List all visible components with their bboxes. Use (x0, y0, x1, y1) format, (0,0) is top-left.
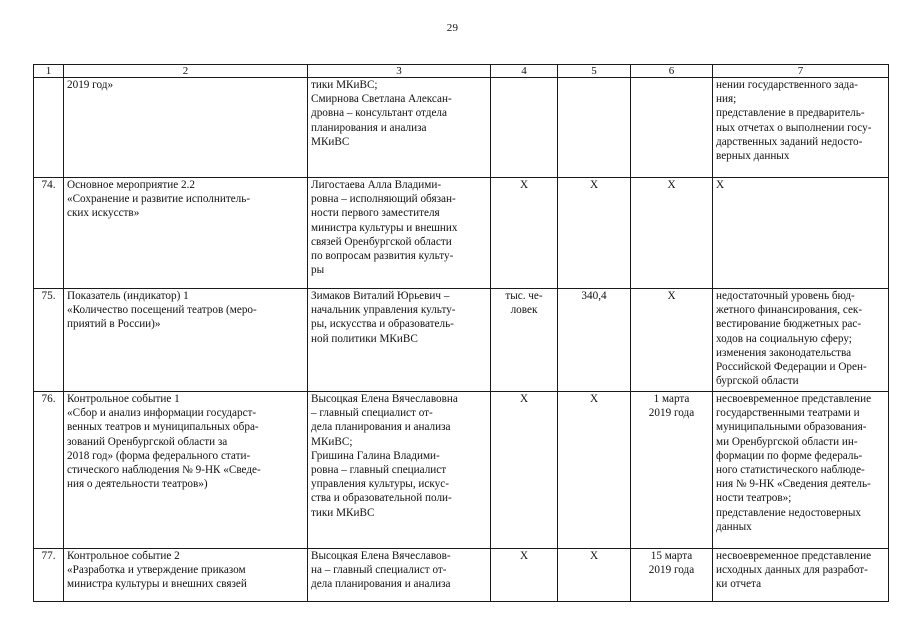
cell-text-line: Смирнова Светлана Алексан- (311, 93, 452, 106)
cell-text-line: бургской области (716, 375, 799, 388)
cell-text-line: тыс. че- (505, 290, 543, 302)
cell-text-line: изменения законодательства (716, 346, 852, 359)
unit-cell (491, 78, 558, 178)
cell-text-line: ских искусств» (67, 207, 140, 220)
cell-text-line: начальник управления культу- (311, 304, 456, 317)
cell-text-line: представление недостоверных (716, 506, 862, 519)
table-row (34, 178, 889, 289)
column-header-7: 7 (713, 65, 889, 78)
cell-text-line: ровна – исполняющий обязан- (311, 193, 456, 206)
cell-text-line: «Сбор и анализ информации государст- (67, 407, 257, 420)
cell-text-line: Х (716, 179, 725, 191)
cell-text-line: ния № 9-НК «Сведения деятель- (716, 478, 871, 491)
cell-text-line: венных театров и муниципальных обра- (67, 421, 259, 434)
cell-text-line: 340,4 (581, 290, 607, 302)
deadline-cell (631, 549, 713, 602)
measure-name-cell (64, 549, 308, 602)
cell-text-line: жетного финансирования, сек- (716, 304, 863, 317)
row-number: 77. (34, 549, 64, 602)
cell-text-line: Зимаков Виталий Юрьевич – (311, 290, 450, 302)
measure-name-cell (64, 78, 308, 178)
column-header-1: 1 (34, 65, 64, 78)
measure-name-cell (64, 392, 308, 549)
cell-text-line: ки отчета (716, 578, 762, 591)
cell-text-line: дровна – консультант отдела (311, 107, 447, 120)
column-header-3: 3 (308, 65, 491, 78)
cell-text-line: Х (667, 179, 676, 191)
cell-text-line: муниципальными образования- (716, 421, 867, 434)
row-number: 75. (34, 289, 64, 392)
cell-text-line: 2019 года (648, 564, 695, 577)
cell-text-line: связей Оренбургской области (311, 235, 452, 248)
value-cell (558, 78, 631, 178)
unit-cell (491, 392, 558, 549)
row-number: 76. (34, 392, 64, 549)
cell-text-line: Х (519, 550, 529, 562)
value-cell (558, 289, 631, 392)
page-number: 29 (446, 22, 459, 34)
cell-text-line: государственными театрами и (716, 407, 860, 420)
cell-text-line: ходов на социальную сферу; (716, 332, 852, 345)
cell-text-line: Х (519, 393, 529, 405)
cell-text-line: Контрольное событие 2 (67, 550, 180, 562)
row-number (34, 78, 64, 178)
responsible-cell (308, 289, 491, 392)
risk-cell (713, 78, 889, 178)
cell-text-line: ности первого заместителя (311, 207, 440, 220)
unit-cell (491, 549, 558, 602)
cell-text-line: Х (519, 179, 529, 191)
responsible-cell (308, 178, 491, 289)
cell-text-line: планирования и анализа (311, 121, 427, 134)
value-cell (558, 392, 631, 549)
cell-text-line: министра культуры и внешних (311, 221, 458, 234)
cell-text-line: ловек (510, 304, 538, 317)
risk-cell (713, 392, 889, 549)
cell-text-line: «Количество посещений театров (меро- (67, 304, 257, 317)
cell-text-line: ства и образовательной поли- (311, 492, 452, 505)
deadline-cell (631, 178, 713, 289)
table-row (34, 392, 889, 549)
cell-text-line: представление в предваритель- (716, 107, 865, 120)
cell-text-line: на – главный специалист от- (311, 564, 447, 577)
cell-text-line: ры, искусства и образователь- (311, 318, 454, 331)
cell-text-line: МКиВС (311, 135, 350, 148)
cell-text-line: ности театров»; (716, 492, 792, 505)
cell-text-line: 2019 года (648, 407, 695, 420)
cell-text-line: приятий в России)» (67, 318, 161, 331)
cell-text-line: несвоевременное представление (716, 550, 872, 562)
cell-text-line: Контрольное событие 1 (67, 393, 180, 405)
cell-text-line: ния о деятельности театров») (67, 478, 208, 491)
deadline-cell (631, 392, 713, 549)
value-cell (558, 178, 631, 289)
cell-text-line: ния; (716, 93, 737, 106)
cell-text-line: Лигостаева Алла Владими- (311, 179, 442, 191)
responsible-cell (308, 392, 491, 549)
column-header-2: 2 (64, 65, 308, 78)
column-numbers-row (34, 65, 889, 78)
cell-text-line: ных отчетах о выполнении госу- (716, 121, 872, 134)
cell-text-line: – главный специалист от- (311, 407, 433, 420)
cell-text-line: Гришина Галина Владими- (311, 449, 440, 462)
deadline-cell (631, 289, 713, 392)
table-row (34, 549, 889, 602)
cell-text-line: дела планирования и анализа (311, 578, 451, 591)
measures-table (33, 64, 889, 602)
cell-text-line: ры (311, 264, 325, 277)
cell-text-line: Х (589, 179, 599, 191)
column-header-4: 4 (491, 65, 558, 78)
unit-cell (491, 289, 558, 392)
cell-text-line: Высоцкая Елена Вячеславов- (311, 550, 451, 562)
cell-text-line: тики МКиВС (311, 506, 375, 519)
cell-text-line: МКиВС; (311, 435, 353, 448)
cell-text-line: данных (716, 520, 752, 533)
column-header-6: 6 (631, 65, 713, 78)
cell-text-line: ного статистического наблюде- (716, 464, 865, 477)
cell-text-line: Х (589, 393, 599, 405)
deadline-cell (631, 78, 713, 178)
responsible-cell (308, 549, 491, 602)
risk-cell (713, 549, 889, 602)
cell-text-line: тики МКиВС; (311, 79, 378, 91)
cell-text-line: управления культуры, искус- (311, 478, 449, 491)
risk-cell (713, 178, 889, 289)
unit-cell (491, 178, 558, 289)
cell-text-line: по вопросам развития культу- (311, 250, 454, 263)
cell-text-line: министра культуры и внешних связей (67, 578, 247, 591)
cell-text-line: верных данных (716, 150, 790, 163)
cell-text-line: Основное мероприятие 2.2 (67, 179, 195, 191)
cell-text-line: формации по форме федераль- (716, 449, 863, 462)
measure-name-cell (64, 289, 308, 392)
table-row (34, 289, 889, 392)
cell-text-line: вестирование бюджетных рас- (716, 318, 862, 331)
cell-text-line: ми Оренбургской области ин- (716, 435, 858, 448)
measure-name-cell (64, 178, 308, 289)
row-number: 74. (34, 178, 64, 289)
cell-text-line: 15 марта (650, 550, 693, 562)
cell-text-line: ровна – главный специалист (311, 464, 447, 477)
cell-text-line: зований Оренбургской области за (67, 435, 228, 448)
cell-text-line: Х (589, 550, 599, 562)
cell-text-line: исходных данных для разработ- (716, 564, 868, 577)
cell-text-line: 2019 год» (67, 79, 114, 91)
risk-cell (713, 289, 889, 392)
cell-text-line: «Сохранение и развитие исполнитель- (67, 193, 251, 206)
cell-text-line: Показатель (индикатор) 1 (67, 290, 189, 302)
cell-text-line: недостаточный уровень бюд- (716, 290, 855, 302)
cell-text-line: Х (667, 290, 676, 302)
responsible-cell (308, 78, 491, 178)
table-row (34, 78, 889, 178)
cell-text-line: ной политики МКиВС (311, 332, 418, 345)
value-cell (558, 549, 631, 602)
cell-text-line: дела планирования и анализа (311, 421, 451, 434)
cell-text-line: стического наблюдения № 9-НК «Сведе- (67, 464, 261, 477)
cell-text-line: нении государственного зада- (716, 79, 858, 91)
cell-text-line: дарственных заданий недосто- (716, 135, 863, 148)
cell-text-line: 2018 год» (форма федерального стати- (67, 449, 251, 462)
cell-text-line: 1 марта (653, 393, 690, 405)
cell-text-line: Высоцкая Елена Вячеславовна (311, 393, 458, 405)
cell-text-line: несвоевременное представление (716, 393, 872, 405)
column-header-5: 5 (558, 65, 631, 78)
cell-text-line: Российской Федерации и Орен- (716, 361, 867, 374)
cell-text-line: «Разработка и утверждение приказом (67, 564, 246, 577)
